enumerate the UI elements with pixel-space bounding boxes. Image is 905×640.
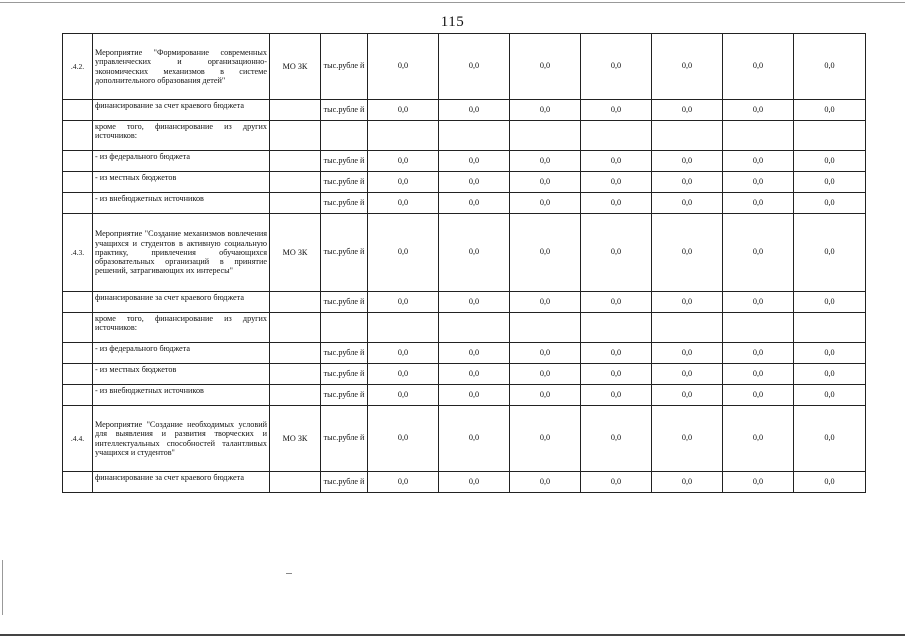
funding-row — [63, 292, 866, 313]
value-cell: 0,0 — [652, 172, 723, 193]
row-title: финансирование за счет краевого бюджета — [93, 100, 270, 121]
value-cell: 0,0 — [581, 472, 652, 493]
value-cell: 0,0 — [794, 34, 866, 100]
scan-margin-mark — [2, 560, 3, 615]
scan-top-edge — [0, 2, 905, 3]
row-title: Мероприятие "Формирование современных управленческих и организационно-экономических механизмов в системе дополнительного образования детей" — [93, 34, 270, 100]
executor-cell — [270, 151, 321, 172]
row-title: - из местных бюджетов — [93, 364, 270, 385]
value-cell: 0,0 — [652, 385, 723, 406]
value-cell: 0,0 — [723, 172, 794, 193]
value-cell: 0,0 — [652, 364, 723, 385]
unit-cell: тыс.рубле й — [321, 193, 368, 214]
other-sources-row — [63, 121, 866, 151]
value-cell: 0,0 — [439, 385, 510, 406]
executor-cell — [270, 172, 321, 193]
value-cell: 0,0 — [368, 364, 439, 385]
executor-cell — [270, 364, 321, 385]
row-title: - из федерального бюджета — [93, 343, 270, 364]
row-code — [63, 472, 93, 493]
value-cell: 0,0 — [439, 172, 510, 193]
value-cell: 0,0 — [794, 172, 866, 193]
value-cell: 0,0 — [652, 472, 723, 493]
value-cell: 0,0 — [368, 193, 439, 214]
funding-row — [63, 100, 866, 121]
value-cell: 0,0 — [581, 34, 652, 100]
value-cell: 0,0 — [652, 100, 723, 121]
funding-row — [63, 472, 866, 493]
executor-cell: МО ЗК — [270, 34, 321, 100]
executor-cell: МО ЗК — [270, 406, 321, 472]
value-cell: 0,0 — [581, 172, 652, 193]
value-cell: 0,0 — [581, 343, 652, 364]
value-cell — [368, 313, 439, 343]
value-cell — [581, 121, 652, 151]
executor-cell — [270, 193, 321, 214]
value-cell: 0,0 — [723, 472, 794, 493]
value-cell: 0,0 — [794, 364, 866, 385]
value-cell: 0,0 — [652, 343, 723, 364]
row-code — [63, 364, 93, 385]
row-code — [63, 151, 93, 172]
value-cell: 0,0 — [723, 343, 794, 364]
row-code — [63, 100, 93, 121]
value-cell: 0,0 — [439, 292, 510, 313]
value-cell: 0,0 — [368, 214, 439, 292]
unit-cell — [321, 121, 368, 151]
funding-row — [63, 364, 866, 385]
value-cell: 0,0 — [794, 472, 866, 493]
funding-row — [63, 172, 866, 193]
funding-row — [63, 385, 866, 406]
row-code — [63, 343, 93, 364]
value-cell: 0,0 — [368, 100, 439, 121]
executor-cell — [270, 472, 321, 493]
value-cell — [794, 313, 866, 343]
value-cell — [652, 313, 723, 343]
value-cell: 0,0 — [652, 193, 723, 214]
executor-cell — [270, 313, 321, 343]
row-code — [63, 385, 93, 406]
value-cell: 0,0 — [510, 172, 581, 193]
unit-cell: тыс.рубле й — [321, 34, 368, 100]
value-cell: 0,0 — [794, 343, 866, 364]
value-cell: 0,0 — [368, 406, 439, 472]
value-cell: 0,0 — [794, 100, 866, 121]
executor-cell — [270, 100, 321, 121]
value-cell: 0,0 — [439, 214, 510, 292]
row-title: - из внебюджетных источников — [93, 193, 270, 214]
activity-row — [63, 214, 866, 292]
value-cell: 0,0 — [510, 100, 581, 121]
row-title: кроме того, финансирование из других источников: — [93, 121, 270, 151]
row-code — [63, 313, 93, 343]
value-cell: 0,0 — [510, 151, 581, 172]
value-cell: 0,0 — [652, 292, 723, 313]
funding-row — [63, 343, 866, 364]
row-title: Мероприятие "Создание необходимых условий для выявления и развития творческих и интеллектуальных способностей талантливых учащихся и студентов" — [93, 406, 270, 472]
value-cell — [439, 313, 510, 343]
value-cell: 0,0 — [723, 292, 794, 313]
value-cell: 0,0 — [368, 472, 439, 493]
unit-cell: тыс.рубле й — [321, 172, 368, 193]
executor-cell: МО ЗК — [270, 214, 321, 292]
value-cell — [510, 121, 581, 151]
value-cell: 0,0 — [510, 385, 581, 406]
value-cell: 0,0 — [723, 406, 794, 472]
executor-cell — [270, 292, 321, 313]
value-cell: 0,0 — [581, 406, 652, 472]
value-cell: 0,0 — [510, 472, 581, 493]
value-cell: 0,0 — [581, 193, 652, 214]
value-cell — [723, 313, 794, 343]
row-code: .4.4. — [63, 406, 93, 472]
activity-row — [63, 406, 866, 472]
value-cell: 0,0 — [794, 214, 866, 292]
row-code — [63, 172, 93, 193]
budget-table — [62, 33, 866, 493]
funding-row — [63, 193, 866, 214]
value-cell: 0,0 — [510, 292, 581, 313]
scan-bottom-edge — [0, 634, 905, 636]
value-cell: 0,0 — [794, 406, 866, 472]
value-cell — [581, 313, 652, 343]
value-cell: 0,0 — [723, 34, 794, 100]
unit-cell: тыс.рубле й — [321, 214, 368, 292]
value-cell: 0,0 — [368, 151, 439, 172]
value-cell: 0,0 — [510, 364, 581, 385]
row-code: .4.3. — [63, 214, 93, 292]
value-cell: 0,0 — [439, 472, 510, 493]
row-title: финансирование за счет краевого бюджета — [93, 292, 270, 313]
table-body — [63, 34, 866, 493]
value-cell: 0,0 — [723, 214, 794, 292]
value-cell: 0,0 — [652, 214, 723, 292]
row-title: - из внебюджетных источников — [93, 385, 270, 406]
unit-cell: тыс.рубле й — [321, 364, 368, 385]
row-title: кроме того, финансирование из других источников: — [93, 313, 270, 343]
value-cell: 0,0 — [439, 100, 510, 121]
value-cell — [439, 121, 510, 151]
value-cell: 0,0 — [581, 385, 652, 406]
value-cell: 0,0 — [368, 172, 439, 193]
executor-cell — [270, 385, 321, 406]
scan-speck — [286, 573, 292, 574]
row-title: финансирование за счет краевого бюджета — [93, 472, 270, 493]
value-cell — [794, 121, 866, 151]
value-cell — [652, 121, 723, 151]
value-cell: 0,0 — [723, 385, 794, 406]
unit-cell: тыс.рубле й — [321, 100, 368, 121]
value-cell: 0,0 — [652, 406, 723, 472]
value-cell: 0,0 — [581, 151, 652, 172]
value-cell: 0,0 — [510, 343, 581, 364]
row-code: .4.2. — [63, 34, 93, 100]
value-cell: 0,0 — [581, 364, 652, 385]
value-cell: 0,0 — [581, 292, 652, 313]
value-cell: 0,0 — [510, 34, 581, 100]
value-cell: 0,0 — [368, 34, 439, 100]
value-cell: 0,0 — [723, 193, 794, 214]
value-cell — [723, 121, 794, 151]
value-cell: 0,0 — [723, 100, 794, 121]
executor-cell — [270, 343, 321, 364]
value-cell: 0,0 — [652, 34, 723, 100]
value-cell — [368, 121, 439, 151]
value-cell: 0,0 — [794, 385, 866, 406]
value-cell: 0,0 — [439, 343, 510, 364]
unit-cell: тыс.рубле й — [321, 292, 368, 313]
value-cell: 0,0 — [439, 406, 510, 472]
value-cell — [510, 313, 581, 343]
value-cell: 0,0 — [439, 364, 510, 385]
value-cell: 0,0 — [368, 292, 439, 313]
unit-cell: тыс.рубле й — [321, 343, 368, 364]
value-cell: 0,0 — [368, 343, 439, 364]
row-code — [63, 193, 93, 214]
value-cell: 0,0 — [439, 34, 510, 100]
unit-cell: тыс.рубле й — [321, 406, 368, 472]
activity-row — [63, 34, 866, 100]
value-cell: 0,0 — [794, 193, 866, 214]
row-code — [63, 121, 93, 151]
page-number: 115 — [440, 14, 465, 30]
other-sources-row — [63, 313, 866, 343]
unit-cell: тыс.рубле й — [321, 472, 368, 493]
value-cell: 0,0 — [794, 292, 866, 313]
executor-cell — [270, 121, 321, 151]
value-cell: 0,0 — [794, 151, 866, 172]
row-title: Мероприятие "Создание механизмов вовлечения учащихся и студентов в активную социальную практику, привлечения обучающихся образовательных организаций в принятие решений, затрагивающих их интересы" — [93, 214, 270, 292]
unit-cell — [321, 313, 368, 343]
value-cell: 0,0 — [439, 193, 510, 214]
row-code — [63, 292, 93, 313]
value-cell: 0,0 — [439, 151, 510, 172]
unit-cell: тыс.рубле й — [321, 151, 368, 172]
value-cell: 0,0 — [723, 364, 794, 385]
value-cell: 0,0 — [368, 385, 439, 406]
row-title: - из федерального бюджета — [93, 151, 270, 172]
unit-cell: тыс.рубле й — [321, 385, 368, 406]
funding-row — [63, 151, 866, 172]
value-cell: 0,0 — [581, 214, 652, 292]
value-cell: 0,0 — [652, 151, 723, 172]
value-cell: 0,0 — [510, 406, 581, 472]
value-cell: 0,0 — [510, 214, 581, 292]
value-cell: 0,0 — [581, 100, 652, 121]
value-cell: 0,0 — [510, 193, 581, 214]
value-cell: 0,0 — [723, 151, 794, 172]
row-title: - из местных бюджетов — [93, 172, 270, 193]
